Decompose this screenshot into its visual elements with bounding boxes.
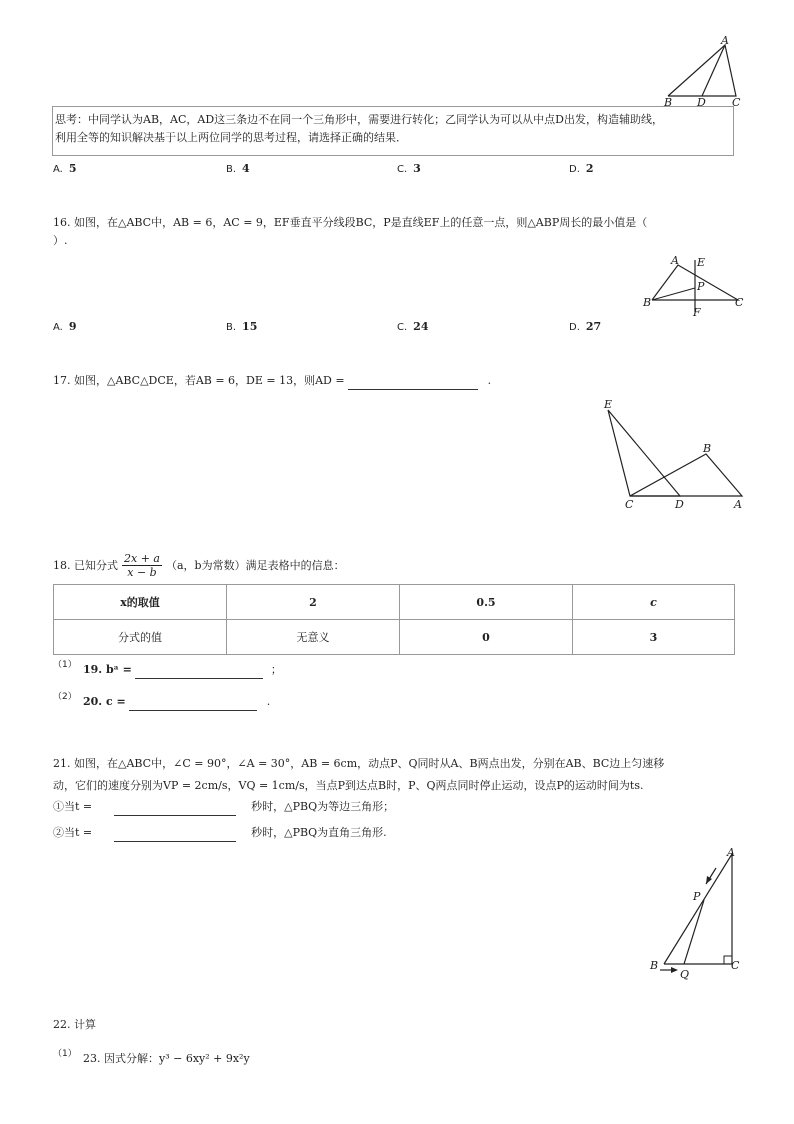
figure-q16 <box>640 254 750 318</box>
label-c: C <box>731 959 740 972</box>
table-row <box>54 620 735 655</box>
label-d: D <box>697 96 706 108</box>
q16-option-b[interactable]: B. 15 <box>226 320 258 333</box>
label-c: C <box>625 498 634 511</box>
label-a: A <box>734 498 742 511</box>
label-p: P <box>693 890 701 903</box>
q21-blank-1[interactable] <box>114 802 236 816</box>
hint-box <box>52 106 734 156</box>
label-a: A <box>721 36 729 47</box>
q20-number: （2） <box>53 692 77 702</box>
figure-q17 <box>596 396 752 512</box>
q15-option-b[interactable]: B. 4 <box>226 162 250 175</box>
label-c: C <box>735 296 744 309</box>
table-cell: 分式的值 <box>54 620 227 655</box>
label-b: B <box>643 296 652 309</box>
q20-answer-blank[interactable] <box>129 697 257 711</box>
label-b: B <box>650 959 659 972</box>
q19-number: （1） <box>53 660 77 670</box>
label-q: Q <box>680 968 690 981</box>
figure-q15 <box>660 36 750 108</box>
label-d: D <box>675 498 684 511</box>
q20-text: 20. c = . <box>83 693 270 711</box>
label-c: C <box>732 96 741 108</box>
q21-text: 21. 如图，在△ABC中，∠C = 90°，∠A = 30°，AB = 6cm，动点P、Q同时从A、B两点出发，分别在AB、BC边上匀速移 动，它们的速度分别为VP = 2cm/s，VQ = 1cm/s，当点P到达点B时，P、Q两点同时停止运动，设点P的运动时间为ts. <box>53 757 665 792</box>
table-cell: 0.5 <box>400 585 573 620</box>
fraction-denominator: x − b <box>127 566 157 579</box>
q21-sub-1: ①当t = 秒时，△PBQ为等边三角形； <box>53 798 394 816</box>
q23-number: （1） <box>53 1049 77 1059</box>
figure-q21 <box>644 842 748 982</box>
hint-line-2: 利用全等的知识解决基于以上两位同学的思考过程，请选择正确的结果． <box>55 131 407 144</box>
q22-text: 22. 计算 <box>53 1018 96 1031</box>
q17-text: 17. 如图，△ABC△DCE，若AB = 6，DE = 13，则AD = . <box>53 372 491 390</box>
q21-blank-2[interactable] <box>114 828 236 842</box>
q16-option-d[interactable]: D. 27 <box>569 320 602 333</box>
q16-option-c[interactable]: C. 24 <box>397 320 429 333</box>
q15-option-a[interactable]: A. 5 <box>53 162 77 175</box>
table-cell: 2 <box>227 585 400 620</box>
q23-text: 23. 因式分解：y³ − 6xy² + 9x²y <box>83 1052 250 1065</box>
q15-option-d[interactable]: D. 2 <box>569 162 594 175</box>
label-a: A <box>727 846 735 859</box>
label-b: B <box>664 96 673 108</box>
table-cell: 无意义 <box>227 620 400 655</box>
q19-answer-blank[interactable] <box>135 665 263 679</box>
q18-text: 18. 已知分式 $\frac{2x + a}{x - b}$ （a，b为常数）满足表格中的信息： <box>53 552 345 579</box>
table-cell: 0 <box>400 620 573 655</box>
table-cell: x的取值 <box>54 585 227 620</box>
fraction-numerator: 2x + a <box>124 552 160 565</box>
q16-text: 16. 如图，在△ABC中，AB = 6，AC = 9，EF垂直平分线段BC，P是直线EF上的任意一点，则△ABP周长的最小值是（ ）. <box>53 216 648 247</box>
table-row <box>54 585 735 620</box>
label-e: E <box>697 256 706 269</box>
q16-option-a[interactable]: A. 9 <box>53 320 77 333</box>
table-cell: 3 <box>573 620 735 655</box>
label-e: E <box>604 398 613 411</box>
label-f: F <box>693 306 701 318</box>
hint-line-1: 思考：中同学认为AB，AC，AD这三条边不在同一个三角形中，需要进行转化；乙同学认为可以从中点D出发，构造辅助线， <box>55 113 663 126</box>
q17-answer-blank[interactable] <box>348 376 478 390</box>
label-b: B <box>703 442 712 455</box>
q21-sub-2: ②当t = 秒时，△PBQ为直角三角形. <box>53 824 387 842</box>
table-cell: c <box>573 585 735 620</box>
q19-text: 19. bᵃ = ； <box>83 661 282 679</box>
q15-option-c[interactable]: C. 3 <box>397 162 421 175</box>
info-table <box>53 584 735 655</box>
label-p: P <box>697 280 705 293</box>
fraction <box>122 552 162 579</box>
label-a: A <box>671 254 679 267</box>
